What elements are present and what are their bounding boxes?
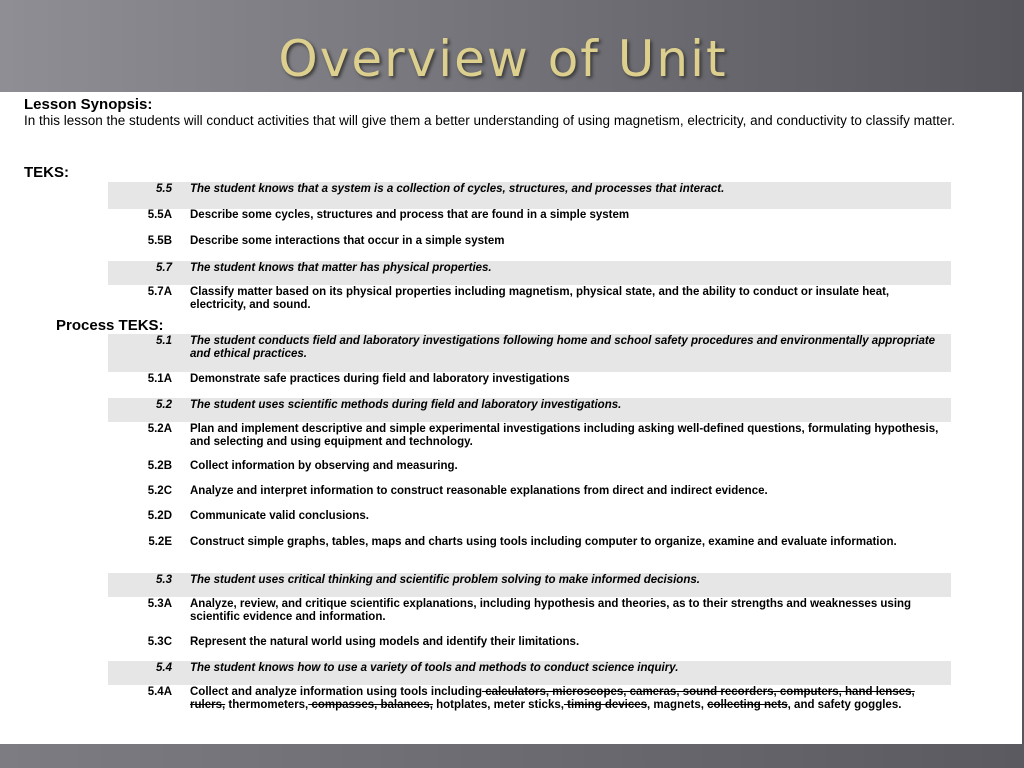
teks-number: 5.3 [156, 574, 172, 586]
struck-text-segment: calculators, microscopes, cameras, sound recorders, computers, hand lenses, rulers, [190, 686, 915, 711]
teks-text: Describe some cycles, structures and process that are found in a simple system [190, 209, 630, 221]
teks-text: Demonstrate safe practices during field and laboratory investigations [190, 373, 570, 385]
teks-text: The student uses scientific methods during field and laboratory investigations. [190, 399, 622, 411]
teks-number: 5.5A [147, 209, 172, 221]
teks-row [108, 286, 951, 316]
process-teks-row [108, 485, 951, 509]
text-segment: , and safety goggles. [787, 698, 902, 711]
teks-text: Plan and implement descriptive and simple experimental investigations including asking well-defined questions, formulating hypothesis, and selecting and using equipment and technology. [190, 423, 939, 448]
text-segment: hotplates, meter sticks, [432, 698, 564, 711]
text-segment: Collect and analyze information using tools including [190, 686, 482, 698]
teks-text: The student conducts field and laboratory investigations following home and school safety procedures and environmentally appropriate and ethical practices. [190, 335, 936, 360]
teks-number: 5.5B [147, 235, 172, 247]
teks-text: Represent the natural world using models and identify their limitations. [190, 636, 580, 648]
teks-row [108, 209, 951, 235]
teks-text: Communicate valid conclusions. [190, 510, 369, 522]
teks-text: Construct simple graphs, tables, maps and charts using tools including computer to organize, examine and evaluate information. [190, 536, 897, 548]
process-teks-row [108, 373, 951, 397]
struck-text-segment: timing devices [563, 698, 648, 711]
teks-text: Describe some interactions that occur in a simple system [190, 235, 505, 247]
teks-text: The student knows that a system is a collection of cycles, structures, and processes that interact. [190, 183, 725, 195]
struck-text-segment: collecting nets [707, 698, 788, 711]
process-teks-row [108, 573, 951, 597]
struck-text-segment: compasses, balances, [308, 698, 433, 711]
teks-text: Classify matter based on its physical properties including magnetism, physical state, and the ability to conduct or insulate heat, electricity, and sound. [190, 286, 890, 311]
teks-number: 5.2B [147, 460, 172, 472]
process-teks-row [108, 536, 951, 572]
process-teks-row [108, 398, 951, 422]
teks-row [108, 235, 951, 261]
text-segment: , magnets, [647, 698, 708, 711]
teks-number: 5.2E [148, 536, 172, 548]
teks-number: 5.2C [147, 485, 172, 497]
teks-text: Analyze, review, and critique scientific explanations, including hypothesis and theories, as to their strengths and weaknesses using scientific evidence and information. [190, 598, 912, 623]
teks-row [108, 261, 951, 285]
teks-text: Collect information by observing and measuring. [190, 460, 458, 472]
teks-number: 5.1 [156, 335, 172, 347]
teks-row [108, 182, 951, 209]
teks-text: The student knows that matter has physical properties. [190, 262, 492, 274]
teks-number: 5.2A [147, 423, 172, 435]
process-teks-row [108, 686, 951, 732]
text-segment: thermometers, [225, 698, 309, 711]
teks-number: 5.3A [147, 598, 172, 610]
teks-number: 5.5 [156, 183, 172, 195]
teks-number: 5.2D [147, 510, 172, 522]
teks-number: 5.2 [156, 399, 172, 411]
teks-number: 5.7 [156, 262, 172, 274]
teks-number: 5.1A [147, 373, 172, 385]
process-teks-heading: Process TEKS: [56, 317, 164, 334]
process-teks-row [108, 661, 951, 685]
process-teks-row [108, 423, 951, 459]
synopsis-heading: Lesson Synopsis: [24, 96, 153, 113]
synopsis-text: In this lesson the students will conduct activities that will give them a better understanding of using magnetism, electricity, and conductivity to classify matter. [24, 113, 955, 128]
process-teks-row [108, 636, 951, 660]
teks-number: 5.3C [147, 636, 172, 648]
teks-number: 5.4 [156, 662, 172, 674]
teks-number: 5.7A [147, 286, 172, 298]
document-panel [0, 92, 1022, 744]
process-teks-row [108, 334, 951, 372]
teks-text [190, 686, 948, 711]
teks-text: Analyze and interpret information to construct reasonable explanations from direct and indirect evidence. [190, 485, 768, 497]
teks-text: The student knows how to use a variety of tools and methods to conduct science inquiry. [190, 662, 679, 674]
bottom-bar [0, 744, 1024, 768]
process-teks-row [108, 598, 951, 634]
process-teks-row [108, 460, 951, 484]
teks-number: 5.4A [147, 686, 172, 698]
slide-title: Overview of Unit [278, 30, 728, 88]
teks-text: The student uses critical thinking and scientific problem solving to make informed decisions. [190, 574, 700, 586]
teks-heading: TEKS: [24, 164, 69, 181]
process-teks-row [108, 510, 951, 534]
